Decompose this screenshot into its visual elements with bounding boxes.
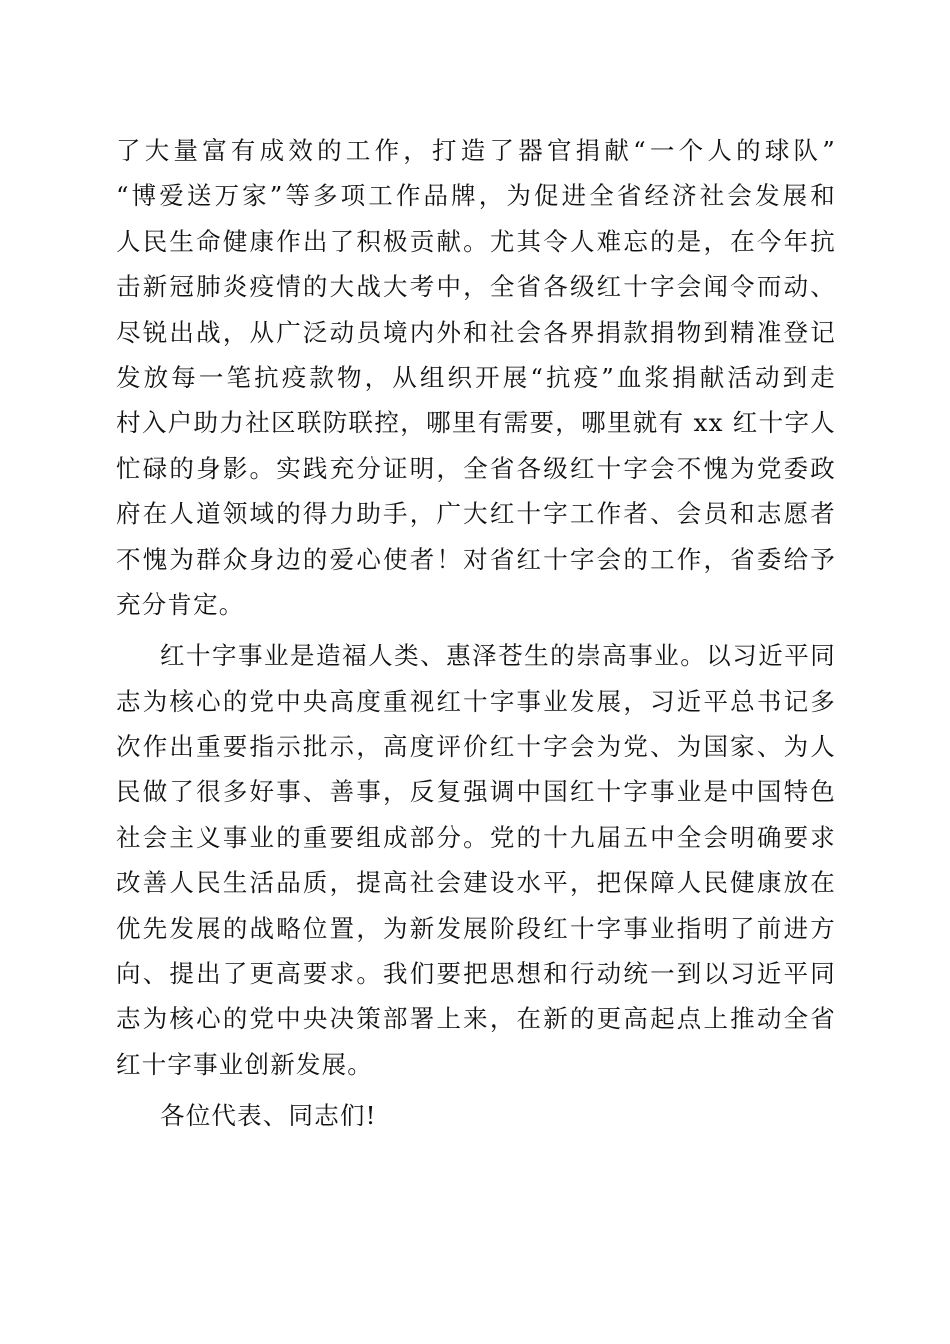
paragraph-line: 村入户助力社区联防联控，哪里有需要，哪里就有 xx 红十字人 bbox=[116, 408, 836, 438]
paragraph-2 bbox=[116, 633, 836, 1087]
paragraph-line: 人民生命健康作出了积极贡献。尤其令人难忘的是，在今年抗 bbox=[116, 226, 836, 256]
paragraph-line: 志为核心的党中央决策部署上来，在新的更高起点上推动全省 bbox=[116, 1004, 836, 1034]
paragraph-line: 社会主义事业的重要组成部分。党的十九届五中全会明确要求 bbox=[116, 822, 836, 852]
paragraph-line: 击新冠肺炎疫情的大战大考中，全省各级红十字会闻令而动、 bbox=[116, 272, 836, 302]
paragraph-line: 红十字事业创新发展。 bbox=[116, 1049, 373, 1079]
document-body bbox=[116, 128, 836, 1139]
paragraph-line: 向、提出了更高要求。我们要把思想和行动统一到以习近平同 bbox=[116, 959, 836, 989]
paragraph-line: 次作出重要指示批示，高度评价红十字会为党、为国家、为人 bbox=[116, 732, 836, 762]
paragraph-line: 尽锐出战，从广泛动员境内外和社会各界捐款捐物到精准登记 bbox=[116, 317, 836, 347]
paragraph-line: 优先发展的战略位置，为新发展阶段红十字事业指明了前进方 bbox=[116, 913, 836, 943]
paragraph-line: 了大量富有成效的工作，打造了器官捐献“一个人的球队” bbox=[116, 136, 836, 165]
paragraph-line: “博爱送万家”等多项工作品牌，为促进全省经济社会发展和 bbox=[116, 181, 836, 211]
paragraph-line: 充分肯定。 bbox=[116, 589, 245, 619]
paragraph-line: 忙碌的身影。实践充分证明，全省各级红十字会不愧为党委政 bbox=[116, 453, 836, 483]
paragraph-line: 改善人民生活品质，提高社会建设水平，把保障人民健康放在 bbox=[116, 868, 836, 898]
paragraph-line: 红十字事业是造福人类、惠泽苍生的崇高事业。以习近平同 bbox=[160, 641, 836, 671]
paragraph-1 bbox=[116, 128, 836, 627]
paragraph-3 bbox=[116, 1093, 836, 1138]
paragraph-line: 发放每一笔抗疫款物，从组织开展“抗疫”血浆捐献活动到走 bbox=[116, 362, 836, 392]
paragraph-line: 不愧为群众身边的爱心使者！对省红十字会的工作，省委给予 bbox=[116, 544, 836, 574]
paragraph-line: 志为核心的党中央高度重视红十字事业发展，习近平总书记多 bbox=[116, 686, 836, 716]
paragraph-line: 府在人道领域的得力助手，广大红十字工作者、会员和志愿者 bbox=[116, 499, 836, 529]
paragraph-line: 各位代表、同志们! bbox=[160, 1101, 377, 1131]
paragraph-line: 民做了很多好事、善事，反复强调中国红十字事业是中国特色 bbox=[116, 777, 836, 807]
